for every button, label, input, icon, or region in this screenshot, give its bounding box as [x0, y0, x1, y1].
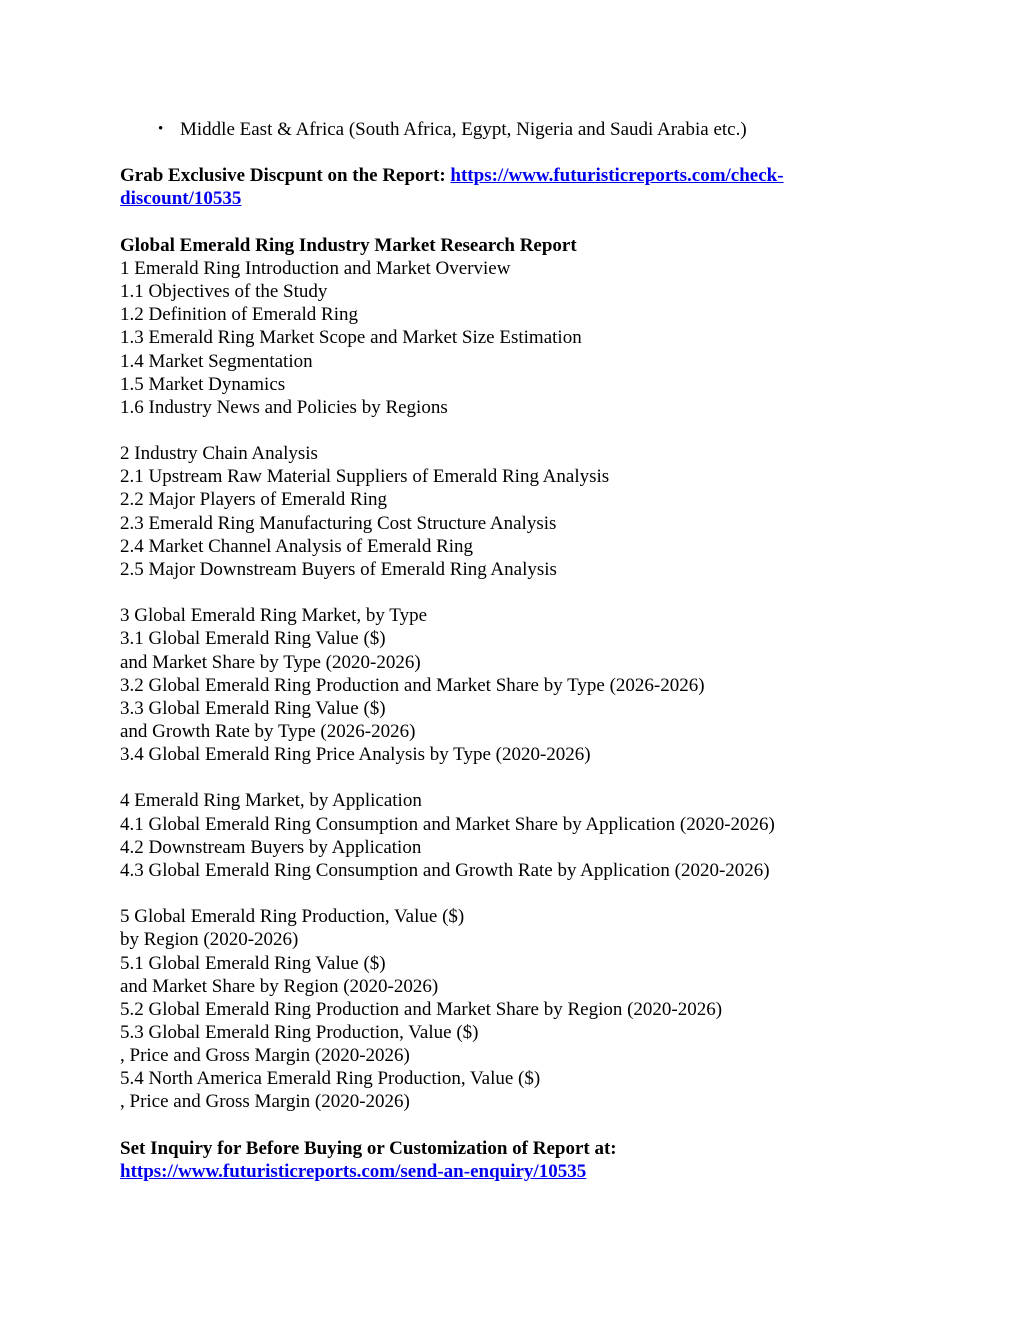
- toc-line: 5.4 North America Emerald Ring Production, Value ($): [120, 1068, 541, 1090]
- document-content: [120, 118, 1000, 1183]
- toc-line: 5.1 Global Emerald Ring Value ($): [120, 952, 386, 974]
- discount-label: Grab Exclusive Discpunt on the Report:: [120, 165, 451, 187]
- toc-section-4: [120, 789, 1000, 882]
- toc-line: 5.3 Global Emerald Ring Production, Value ($): [120, 1022, 479, 1043]
- discount-link[interactable]: https://www.futuristicreports.com/check-: [450, 165, 784, 187]
- toc-line: 2.3 Emerald Ring Manufacturing Cost Structure Analysis: [120, 512, 557, 534]
- toc-line: 1.6 Industry News and Policies by Regions: [120, 396, 448, 418]
- discount-link-continued[interactable]: discount/10535: [120, 188, 242, 210]
- toc-line: 4.2 Downstream Buyers by Application: [120, 836, 422, 858]
- toc-line: and Market Share by Type (2020-2026): [120, 651, 421, 673]
- toc-line: 5.2 Global Emerald Ring Production and Market Share by Region (2020-2026): [120, 998, 723, 1020]
- toc-line: 2.1 Upstream Raw Material Suppliers of Emerald Ring Analysis: [120, 466, 610, 488]
- toc-line: 3.4 Global Emerald Ring Price Analysis by Type (2020-2026): [120, 744, 591, 766]
- toc-section-3: [120, 604, 1000, 766]
- toc-line: , Price and Gross Margin (2020-2026): [120, 1045, 410, 1067]
- bullet-text: Middle East & Africa (South Africa, Egypt, Nigeria and Saudi Arabia etc.): [180, 119, 747, 140]
- toc-line: 4 Emerald Ring Market, by Application: [120, 790, 422, 812]
- toc-line: 3.1 Global Emerald Ring Value ($): [120, 628, 386, 650]
- toc-section-1: [120, 257, 1000, 419]
- toc-line: and Growth Rate by Type (2026-2026): [120, 721, 416, 742]
- inquiry-link[interactable]: https://www.futuristicreports.com/send-an-enquiry/10535: [120, 1160, 587, 1182]
- toc-line: and Market Share by Region (2020-2026): [120, 975, 439, 997]
- toc-line: 3 Global Emerald Ring Market, by Type: [120, 605, 428, 627]
- toc-line: 2 Industry Chain Analysis: [120, 443, 318, 465]
- inquiry-label: Set Inquiry for Before Buying or Customization of Report at:: [120, 1137, 617, 1159]
- toc-line: 2.5 Major Downstream Buyers of Emerald Ring Analysis: [120, 558, 557, 580]
- toc-line: 2.4 Market Channel Analysis of Emerald Ring: [120, 535, 474, 557]
- toc-line: by Region (2020-2026): [120, 929, 299, 951]
- toc-line: 1.3 Emerald Ring Market Scope and Market Size Estimation: [120, 327, 582, 349]
- toc-line: 1.1 Objectives of the Study: [120, 281, 328, 303]
- toc-line: 1.5 Market Dynamics: [120, 373, 286, 395]
- discount-paragraph: [120, 164, 1000, 210]
- toc-line: 2.2 Major Players of Emerald Ring: [120, 489, 388, 511]
- region-bullet-item: [120, 118, 1000, 141]
- toc-line: 1 Emerald Ring Introduction and Market Overview: [120, 257, 511, 279]
- inquiry-paragraph: [120, 1137, 1000, 1183]
- bullet-icon: •: [158, 121, 164, 137]
- toc-line: 1.2 Definition of Emerald Ring: [120, 304, 358, 326]
- toc-line: 3.3 Global Emerald Ring Value ($): [120, 697, 386, 719]
- toc-line: , Price and Gross Margin (2020-2026): [120, 1091, 410, 1113]
- toc-line: 4.1 Global Emerald Ring Consumption and Market Share by Application (2020-2026): [120, 813, 775, 835]
- toc-title: Global Emerald Ring Industry Market Research Report: [120, 234, 577, 256]
- toc-section-5: [120, 905, 1000, 1113]
- toc-line: 5 Global Emerald Ring Production, Value ($): [120, 906, 465, 928]
- toc-line: 1.4 Market Segmentation: [120, 350, 313, 372]
- toc-line: 4.3 Global Emerald Ring Consumption and Growth Rate by Application (2020-2026): [120, 859, 770, 881]
- toc-line: 3.2 Global Emerald Ring Production and Market Share by Type (2026-2026): [120, 674, 705, 696]
- toc-section-2: [120, 442, 1000, 581]
